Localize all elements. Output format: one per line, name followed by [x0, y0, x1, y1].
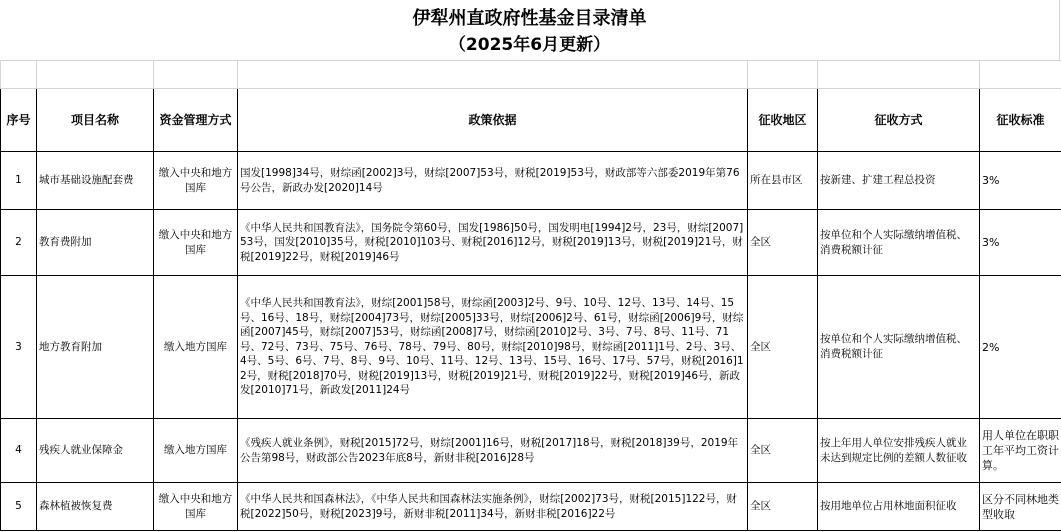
- cell-name[interactable]: 城市基础设施配套费: [37, 152, 154, 210]
- cell-mgmt[interactable]: 缴入地方国库: [154, 276, 238, 419]
- cell-method[interactable]: 按用地单位占用林地面积征收: [818, 483, 980, 531]
- cell-basis[interactable]: 《中华人民共和国教育法》，财综[2001]58号，财综函[2003]2号、9号、10号、12号、13号、14号、15号、16号、18号，财综[2004]73号，财综[2005]33号，财综[2006]2号、61号，财综函[2006]9号，财综函[2007]45号，财综[2007]53号，财综函[2008]7号，财综函[2010]2号、3号、7号、8号、11号、71号、72号、73号、75号、76号、78号、79号、80号，财综[2010]98号，财综函[2011]1号、2号、3号、4号、5号、6号、7号、8号、9号、10号、11号、12号、13号、15号、16号、17号、57号，财税[2016]12号，财税[2018]70号，财税[2019]13号，财税[2019]21号，财税[2019]22号，财税[2019]46号，新政发[2010]71号，新政发[2011]24号: [238, 276, 748, 419]
- header-cell-method[interactable]: 征收方式: [818, 89, 980, 152]
- page-title: 伊犁州直政府性基金目录清单: [412, 8, 647, 29]
- cell-no[interactable]: 1: [1, 152, 37, 210]
- cell-mgmt[interactable]: 缴入中央和地方国库: [154, 210, 238, 276]
- empty-cell[interactable]: [980, 61, 1061, 89]
- cell-basis[interactable]: 国发[1998]34号，财综函[2002]3号，财综[2007]53号，财税[2019]53号，财政部等六部委2019年第76号公告，新政办发[2020]14号: [238, 152, 748, 210]
- header-cell-region[interactable]: 征收地区: [748, 89, 818, 152]
- cell-no[interactable]: 5: [1, 483, 37, 531]
- cell-method[interactable]: 按单位和个人实际缴纳增值税、消费税额计征: [818, 276, 980, 419]
- cell-standard[interactable]: 2%: [980, 276, 1061, 419]
- cell-name[interactable]: 残疾人就业保障金: [37, 419, 154, 483]
- cell-name[interactable]: 地方教育附加: [37, 276, 154, 419]
- cell-basis[interactable]: 《残疾人就业条例》，财税[2015]72号，财综[2001]16号，财税[2017]18号，财税[2018]39号，2019年公告第98号，财政部公告2023年底8号，新财非税[2016]28号: [238, 419, 748, 483]
- header-cell-name[interactable]: 项目名称: [37, 89, 154, 152]
- empty-cell[interactable]: [818, 61, 980, 89]
- header-cell-basis[interactable]: 政策依据: [238, 89, 748, 152]
- cell-name[interactable]: 森林植被恢复费: [37, 483, 154, 531]
- table-row: [1, 152, 1061, 210]
- cell-no[interactable]: 3: [1, 276, 37, 419]
- cell-basis[interactable]: 《中华人民共和国森林法》，《中华人民共和国森林法实施条例》，财综[2002]73号，财税[2015]122号，财税[2022]50号，财税[2023]9号，新财非税[2011]34号，新财非税[2016]22号: [238, 483, 748, 531]
- cell-method[interactable]: 按新建、扩建工程总投资: [818, 152, 980, 210]
- cell-standard[interactable]: 区分不同林地类型收取: [980, 483, 1061, 531]
- empty-cell[interactable]: [1, 61, 37, 89]
- cell-method[interactable]: 按上年用人单位安排残疾人就业未达到规定比例的差额人数征收: [818, 419, 980, 483]
- cell-no[interactable]: 2: [1, 210, 37, 276]
- empty-cell[interactable]: [154, 61, 238, 89]
- cell-region[interactable]: 全区: [748, 210, 818, 276]
- title-block: [0, 0, 1060, 60]
- cell-region[interactable]: 全区: [748, 276, 818, 419]
- spacer-row: [1, 61, 1061, 89]
- cell-region[interactable]: 全区: [748, 419, 818, 483]
- cell-standard[interactable]: 3%: [980, 210, 1061, 276]
- table-row: [1, 483, 1061, 531]
- cell-name[interactable]: 教育费附加: [37, 210, 154, 276]
- table-row: [1, 210, 1061, 276]
- header-cell-mgmt[interactable]: 资金管理方式: [154, 89, 238, 152]
- cell-no[interactable]: 4: [1, 419, 37, 483]
- cell-region[interactable]: 所在县市区: [748, 152, 818, 210]
- header-cell-standard[interactable]: 征收标准: [980, 89, 1061, 152]
- cell-mgmt[interactable]: 缴入地方国库: [154, 419, 238, 483]
- empty-cell[interactable]: [37, 61, 154, 89]
- cell-mgmt[interactable]: 缴入中央和地方国库: [154, 483, 238, 531]
- header-cell-no[interactable]: 序号: [1, 89, 37, 152]
- page-subtitle: （2025年6月更新）: [448, 35, 611, 55]
- cell-basis[interactable]: 《中华人民共和国教育法》，国务院令第60号，国发[1986]50号，国发明电[1994]2号，23号，财综[2007]53号，国发[2010]35号，财税[2010]103号、财税[2016]12号，财税[2019]13号，财税[2019]21号，财税[2019]22号，财税[2019]46号: [238, 210, 748, 276]
- fund-table: [0, 60, 1061, 531]
- table-row: [1, 419, 1061, 483]
- cell-standard[interactable]: 用人单位在职职工年平均工资计算。: [980, 419, 1061, 483]
- header-row: [1, 89, 1061, 152]
- empty-cell[interactable]: [238, 61, 748, 89]
- table-row: [1, 276, 1061, 419]
- cell-mgmt[interactable]: 缴入中央和地方国库: [154, 152, 238, 210]
- cell-method[interactable]: 按单位和个人实际缴纳增值税、消费税额计征: [818, 210, 980, 276]
- cell-region[interactable]: 全区: [748, 483, 818, 531]
- empty-cell[interactable]: [748, 61, 818, 89]
- cell-standard[interactable]: 3%: [980, 152, 1061, 210]
